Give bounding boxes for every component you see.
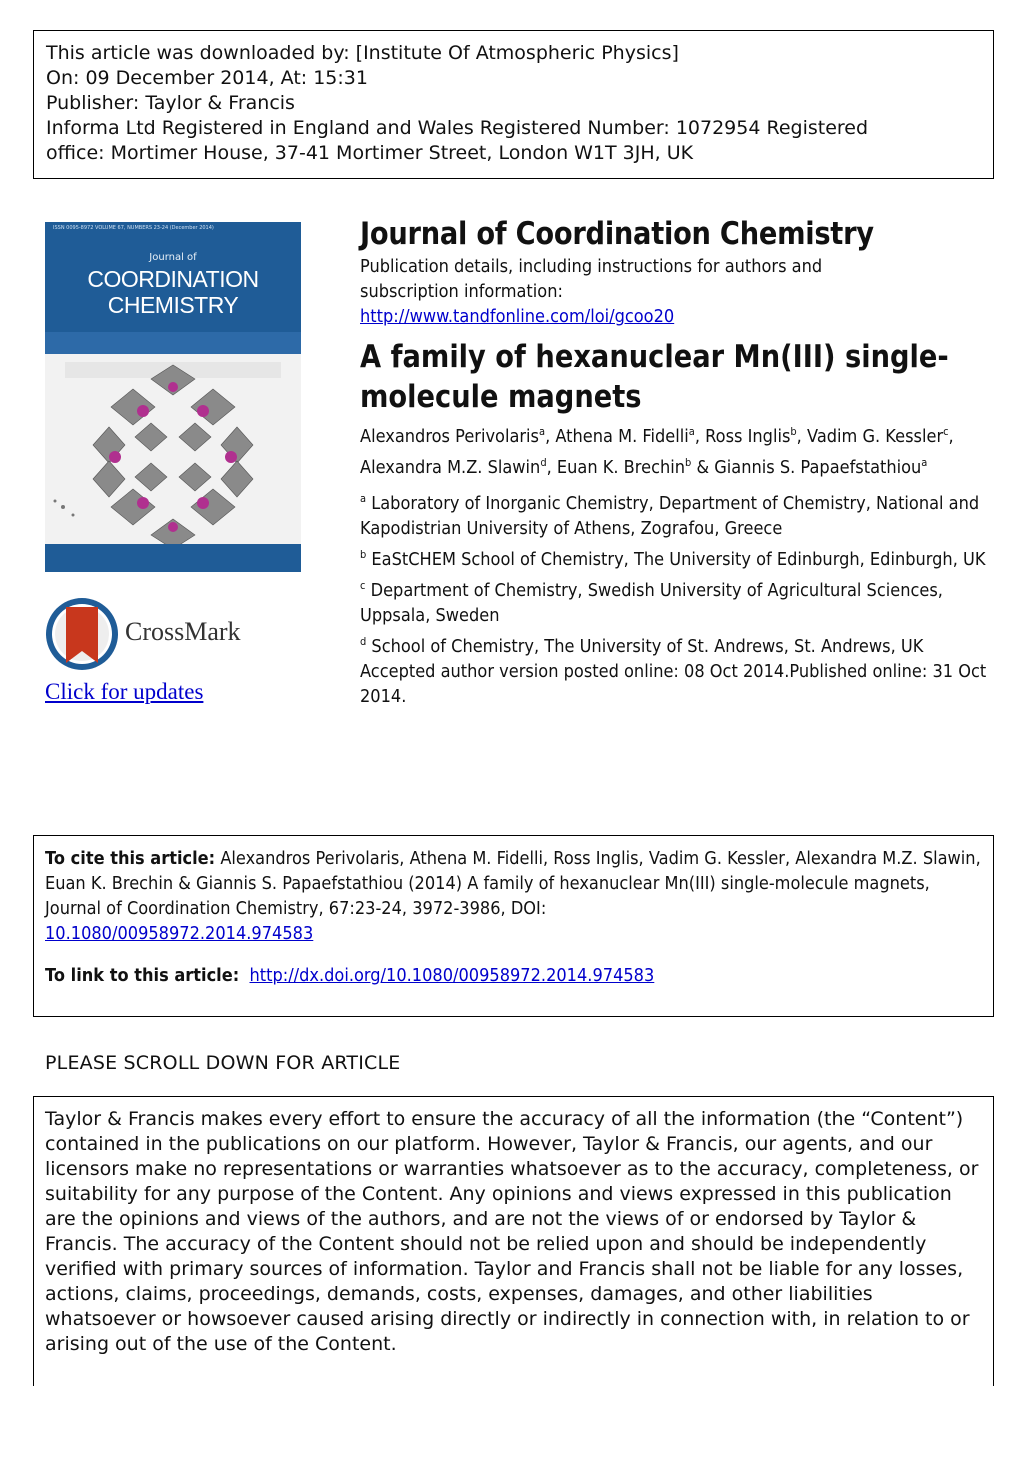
- disclaimer-box: [33, 1096, 994, 1386]
- affiliation-mark: a: [360, 492, 367, 505]
- author-name: Ross Inglis: [705, 426, 791, 447]
- author-name: Vadim G. Kessler: [806, 426, 944, 447]
- affiliation-list: [360, 491, 990, 659]
- cover-title-line2: CHEMISTRY: [107, 292, 239, 318]
- cover-issn: ISSN 0095-8972 VOLUME 67, NUMBERS 23-24 (December 2014): [53, 225, 214, 231]
- author-name: Athena M. Fidelli: [555, 426, 689, 447]
- affiliation-text: Department of Chemistry, Swedish University of Agricultural Sciences, Uppsala, Sweden: [360, 580, 943, 626]
- crossmark-label: CrossMark: [125, 617, 241, 646]
- cover-publisher-band: [45, 544, 301, 572]
- publication-details: subscription information:: [360, 281, 563, 302]
- author-affiliation-mark: a: [688, 425, 695, 438]
- click-for-updates-link[interactable]: Click for updates: [45, 679, 204, 704]
- author-affiliation-mark: d: [540, 456, 547, 469]
- disclaimer-text: Taylor & Francis makes every effort to ensure the accuracy of all the information (the “Content”) contained in the publications on our platform. However, Taylor & Francis, our agents, and our licensors make no representations or warranties whatsoever as to the accuracy, completeness, or suitability for any purpose of the Content. Any opinions and views expressed in this publication are the opinions and views of the authors, and are not the views of or endorsed by Taylor & Francis. The accuracy of the Content should not be relied upon and should be independently verified with primary sources of information. Taylor and Francis shall not be liable for any losses, actions, claims, proceedings, demands, costs, expenses, damages, and other liabilities whatsoever or howsoever caused arising directly or indirectly in connection with, in relation to or arising out of the use of the Content.: [45, 1108, 979, 1355]
- affiliation: [360, 634, 990, 659]
- journal-title: Journal of Coordination Chemistry: [360, 216, 874, 252]
- article-header: [360, 214, 990, 709]
- affiliation-text: EaStCHEM School of Chemistry, The University of Edinburgh, Edinburgh, UK: [366, 549, 986, 570]
- author-affiliation-mark: a: [921, 456, 928, 469]
- cite-text: Alexandros Perivolaris, Athena M. Fidelli, Ross Inglis, Vadim G. Kessler, Alexandra M.Z. Slawin, Euan K. Brechin & Giannis S. Papaefstathiou (2014) A family of hexanuclear Mn(III) single-molecule magnets, Journal of Coordination Chemistry, 67:23-24, 3972-3986, DOI:: [45, 848, 981, 919]
- link-row: [45, 963, 990, 988]
- affiliation: [360, 578, 990, 628]
- cover-molecule-illustration: [45, 222, 301, 572]
- author-name: Alexandra M.Z. Slawin: [360, 457, 541, 478]
- crossmark-icon: [45, 597, 121, 673]
- cite-label: To cite this article:: [45, 848, 216, 869]
- author-name: Giannis S. Papaefstathiou: [714, 457, 922, 478]
- author-affiliation-mark: a: [538, 425, 546, 438]
- affiliation-text: Laboratory of Inorganic Chemistry, Department of Chemistry, National and Kapodistrian University of Athens, Zografou, Greece: [360, 493, 980, 539]
- citation-box: [33, 835, 994, 1017]
- author-affiliation-mark: c: [943, 425, 949, 438]
- download-notice-line: On: 09 December 2014, At: 15:31: [46, 67, 368, 89]
- cover-journal-of: Journal of: [149, 252, 197, 263]
- affiliation: [360, 547, 990, 572]
- author-list: Alexandros Perivolaris$^a$, Athena M. Fidelli$^a$, Ross Inglis$^b$, Vadim G. Kessler$^c$, Alexandra M.Z. Slawin$^d$, Euan K. Brechin$^b$ & Giannis S. Papaefstathiou$^a$: [360, 425, 954, 478]
- doi-link[interactable]: 10.1080/00958972.2014.974583: [45, 923, 314, 944]
- citation-text: [45, 846, 990, 946]
- author-name: Euan K. Brechin: [556, 457, 686, 478]
- author-name: Alexandros Perivolaris: [360, 426, 539, 447]
- journal-url-link[interactable]: http://www.tandfonline.com/loi/gcoo20: [360, 306, 675, 327]
- download-notice-line: Informa Ltd Registered in England and Wales Registered Number: 1072954 Registered: [46, 117, 869, 139]
- download-notice-line: Publisher: Taylor & Francis: [46, 92, 295, 114]
- author-affiliation-mark: b: [790, 425, 797, 438]
- download-notice-line: This article was downloaded by: [Institute Of Atmospheric Physics]: [46, 42, 679, 64]
- affiliation-mark: b: [360, 548, 367, 561]
- article-url-link[interactable]: http://dx.doi.org/10.1080/00958972.2014.974583: [249, 965, 655, 986]
- affiliation: [360, 491, 990, 541]
- scroll-notice: PLEASE SCROLL DOWN FOR ARTICLE: [45, 1052, 401, 1074]
- link-label: To link to this article:: [45, 965, 240, 986]
- publication-dates: Accepted author version posted online: 08 Oct 2014.Published online: 31 Oct 2014.: [360, 661, 987, 707]
- download-notice-line: office: Mortimer House, 37-41 Mortimer Street, London W1T 3JH, UK: [46, 142, 694, 164]
- affiliation-text: School of Chemistry, The University of St. Andrews, St. Andrews, UK: [366, 636, 924, 657]
- affiliation-mark: c: [360, 579, 366, 592]
- journal-cover-image: [45, 222, 301, 572]
- author-affiliation-mark: b: [685, 456, 692, 469]
- download-notice-box: [33, 30, 994, 179]
- article-title: A family of hexanuclear Mn(III) single-molecule magnets: [360, 339, 949, 415]
- crossmark-badge[interactable]: [45, 597, 275, 675]
- affiliation-mark: d: [360, 635, 367, 648]
- publication-details: Publication details, including instructions for authors and: [360, 256, 823, 277]
- cover-title-line1: COORDINATION: [87, 266, 259, 292]
